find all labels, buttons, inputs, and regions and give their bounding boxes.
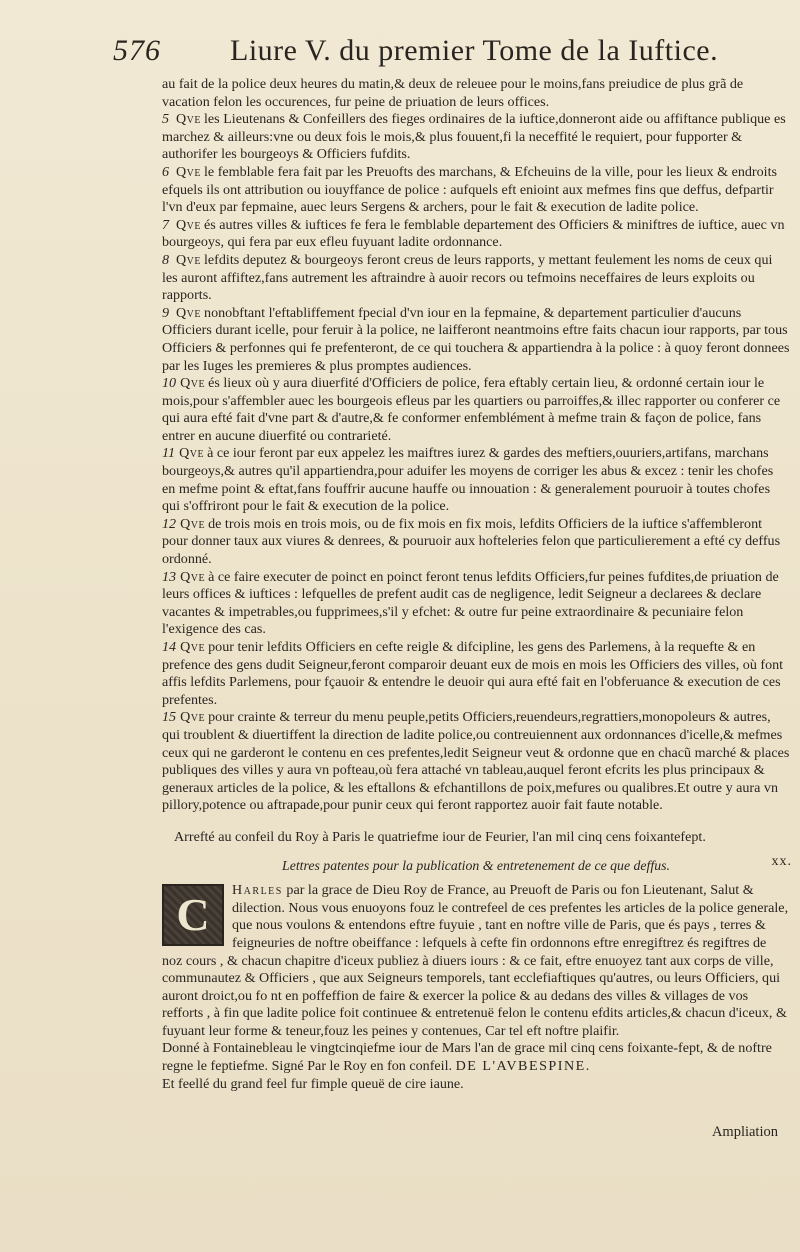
letter-opening: Harles bbox=[232, 882, 283, 899]
article-number: 10 bbox=[162, 375, 177, 392]
article-lead-word: Qve bbox=[179, 445, 205, 462]
article-lead-word: Qve bbox=[180, 568, 206, 585]
par-le-roy: Par le Roy en fon confeil. bbox=[307, 1058, 453, 1075]
article-text: lefdits deputez & bourgeoys feront creus de leurs rapports, y mettant feulement les noms de ceux qui les auront affiftez,fans autrement les aftraindre à auoir recors ou tefmoins neceffaires de leurs exploits ou rapports. bbox=[162, 251, 773, 304]
running-head: Liure V. du premier Tome de la Iuftice. bbox=[230, 34, 719, 67]
article-text: pour crainte & terreur du menu peuple,petits Officiers,reuendeurs,regrattiers,monopoleurs & autres, qui troublent & diuertiffent la direction de ladite police,ou contreuiennent aux ordonnances d'icelle,& mefmes ceux qui ne garderont le contenu en ces prefentes,ledit Seigneur veut & ordonne que en chacũ marché & places publiques des villes y aura vn pofteau,où fera attaché vn tableau,auquel feront efcrits les plus principaux & generaux articles de la police, & les eftallons & efchantillons de poix,mefures ou qualibres.Et outre y aura vn pillory,potence ou aftrapade,pour punir ceux qui feront rapportez auoir fait faute notable. bbox=[162, 709, 790, 814]
lettres-patentes-title: Lettres patentes pour la publication & entretenement de ce que deffus. bbox=[282, 857, 670, 873]
article-number: 6 bbox=[162, 163, 170, 180]
page-number: 576 bbox=[113, 34, 161, 67]
article-lead-word: Qve bbox=[176, 111, 202, 128]
article-paragraph bbox=[162, 516, 790, 569]
signed-word: Signé bbox=[271, 1058, 304, 1075]
seal-line: Et feellé du grand feel fur fimple queuë de cire iaune. bbox=[162, 1075, 464, 1092]
article-number: 9 bbox=[162, 304, 170, 321]
article-text: à ce iour feront par eux appelez les maiftres iurez & gardes des meftiers,ouuriers,artifans, marchans bourgeoys,& autres qu'il appartiendra,pour aduifer les moyens de corriger les abus & excez : tenir les chofes en mefme point & eftat,fans fouffrir aucune hauffe ou innouation : & generalement pouruoir à toutes chofes qui s'offriront pour le fait & execution de la police. bbox=[162, 445, 774, 515]
article-number: 14 bbox=[162, 639, 177, 655]
article-paragraph bbox=[162, 375, 790, 445]
article-number: 8 bbox=[162, 251, 170, 268]
article-lead-word: Qve bbox=[176, 304, 202, 321]
article-number: 15 bbox=[162, 709, 177, 726]
article-paragraph bbox=[162, 305, 790, 375]
article-text: pour tenir lefdits Officiers en cefte reigle & difcipline, les gens des Parlemens, à la requefte & en prefence des gens dudit Seigneur,feront comparoir deuant eux de mois en mois les Officiers des villes, où font affis lefdits Parlemens, pour fçauoir & entendre le deuoir qui aura efté fait en l'obferuance & execution de ces prefentes. bbox=[162, 639, 784, 708]
article-lead-word: Qve bbox=[180, 375, 206, 392]
page-header bbox=[0, 34, 800, 78]
article-lead-word: Qve bbox=[180, 515, 206, 532]
article-paragraph bbox=[162, 164, 790, 217]
main-text bbox=[162, 76, 790, 1093]
article-lead-word: Qve bbox=[176, 251, 202, 268]
margin-note: xx. bbox=[771, 854, 792, 869]
article-paragraph bbox=[162, 639, 790, 709]
article-text: és autres villes & iuftices fe fera le femblable departement des Officiers & miniftres de iuftice, auec vn bourgeoys, qui fera par eux efleu fuyuant ladite ordonnance. bbox=[162, 216, 785, 251]
article-paragraph bbox=[162, 445, 790, 515]
arrete-line: Arrefté au confeil du Roy à Paris le quatriefme iour de Feurier, l'an mil cinq cens foixantefept. bbox=[174, 828, 706, 845]
article-text: és lieux où y aura diuerfité d'Officiers de police, fera eftably certain lieu, & ordonné certain iour le mois,pour s'affembler auec les bourgeois efleus par les quartiers ou parroiffes,& illec rapporter ou conferer ce qui aura efté fait d'vne part & d'autre,& fe conformer enfemblément à mefme train & façon de police, fans entrer en aucune diuerfité ou contrarieté. bbox=[162, 375, 781, 444]
article-text: de trois mois en trois mois, ou de fix mois en fix mois, lefdits Officiers de la iuftice s'affembleront pour donner taux aux viures & denrees, & pouruoir aux hofteleries felon que particulierement a efté cy deffus ordonné. bbox=[162, 515, 781, 568]
article-lead-word: Qve bbox=[176, 163, 202, 180]
article-number: 5 bbox=[162, 111, 170, 128]
article-text: nonobftant l'eftabliffement fpecial d'vn iour en la fepmaine, & departement particulier d'aucuns Officiers durant icelle, pour feruir à la police, ne laifferont neantmoins eftre faits chacun iour rapports, par tous Officiers & perfonnes qui fe prefenteront, de ce qui touchera & appartiendra à la police : à quoy feront donnees par les Iuges les premieres & plus promptes audiences. bbox=[162, 304, 790, 374]
signatory: DE L'AVBESPINE. bbox=[455, 1058, 591, 1075]
article-paragraph bbox=[162, 569, 790, 639]
article-text: les Lieutenans & Confeillers des fieges ordinaires de la iuftice,donneront aide ou affiftance publique es marchez & ailleurs:vne ou deux fois le mois,& plus fouuent,fi la neceffité le requiert, pour fupporter & authorifer les bourgeoys & Officiers fufdits. bbox=[162, 111, 786, 163]
article-paragraph bbox=[162, 252, 790, 305]
article-paragraph bbox=[162, 217, 790, 252]
article-number: 7 bbox=[162, 216, 170, 233]
intro-paragraph: au fait de la police deux heures du matin,& deux de releuee pour le moins,fans preiudice de plus grã de vacation felon les occurences, fur peine de priuation de leurs offices. bbox=[162, 76, 744, 110]
article-number: 11 bbox=[162, 445, 176, 462]
article-number: 13 bbox=[162, 568, 177, 585]
date-line: Donné à Fontainebleau le vingtcinqiefme iour de Mars l'an de grace mil cinq cens foixante-fept, & de noftre regne le feptiefme. bbox=[162, 1040, 772, 1075]
article-lead-word: Qve bbox=[180, 709, 206, 726]
article-lead-word: Qve bbox=[176, 216, 202, 233]
articles-list bbox=[162, 111, 790, 815]
article-paragraph bbox=[162, 709, 790, 815]
article-text: à ce faire executer de poinct en poinct feront tenus lefdits Officiers,fur peines fufdites,de priuation de leurs offices & iuftices : lefquelles de prefent audit cas de negligence, ledit Seigneur a declarees & declare vacantes & impetrables,ou fupprimees,s'il y efchet: & outre fur peine extraordinaire & pecuniaire felon l'exigence des cas. bbox=[162, 568, 779, 638]
letter-date bbox=[162, 1040, 790, 1075]
article-lead-word: Qve bbox=[180, 639, 206, 655]
article-paragraph bbox=[162, 111, 790, 164]
letter-body bbox=[162, 882, 790, 1040]
article-number: 12 bbox=[162, 515, 177, 532]
letter-text: par la grace de Dieu Roy de France, au Preuoft de Paris ou fon Lieutenant, Salut & dilection. Nous vous enuoyons fouz le contrefeel de ces prefentes les articles de la police generale, que nous voulons & entendons eftre fuyuie , tant en noftre ville de Paris, que és pays , terres & feigneuries de noftre obeiffance : lefquels à cefte fin ordonnons eftre enregiftrez és regiftres de noz cours , & chacun chapitre d'iceux publiez à diuers iours : & ce fait, eftre enuoyez tant aux corps de ville, communautez & Officiers , que aux Seigneurs temporels, tant ecclefiaftiques qu'autres, ou leurs Officiers, qui auront droict,ou fo nt en poffeffion de faire & exercer la police & au dedans des villes & villages de vos refforts , à fin que ladite police foit continuee & entretenuë felon le contenu efdits articles,& chacun d'iceux, & fuyuant leur forme & teneur,fouz les peines y contenues, Car tel eft noftre plaifir. bbox=[162, 882, 789, 1039]
royal-letter bbox=[162, 882, 790, 1093]
decorated-initial: C bbox=[162, 884, 224, 946]
article-text: le femblable fera fait par les Preuofts des marchans, & Efcheuins de la ville, pour les lieux & endroits efquels ils ont attribution ou iouyffance de police : aufquels eft enioint aux mefmes fins que deffus, defpartir l'vn d'eux par fepmaine, auec leurs Sergens & archers, pour le fait & execution de ladite police. bbox=[162, 163, 777, 216]
catchword: Ampliation bbox=[711, 1124, 778, 1140]
